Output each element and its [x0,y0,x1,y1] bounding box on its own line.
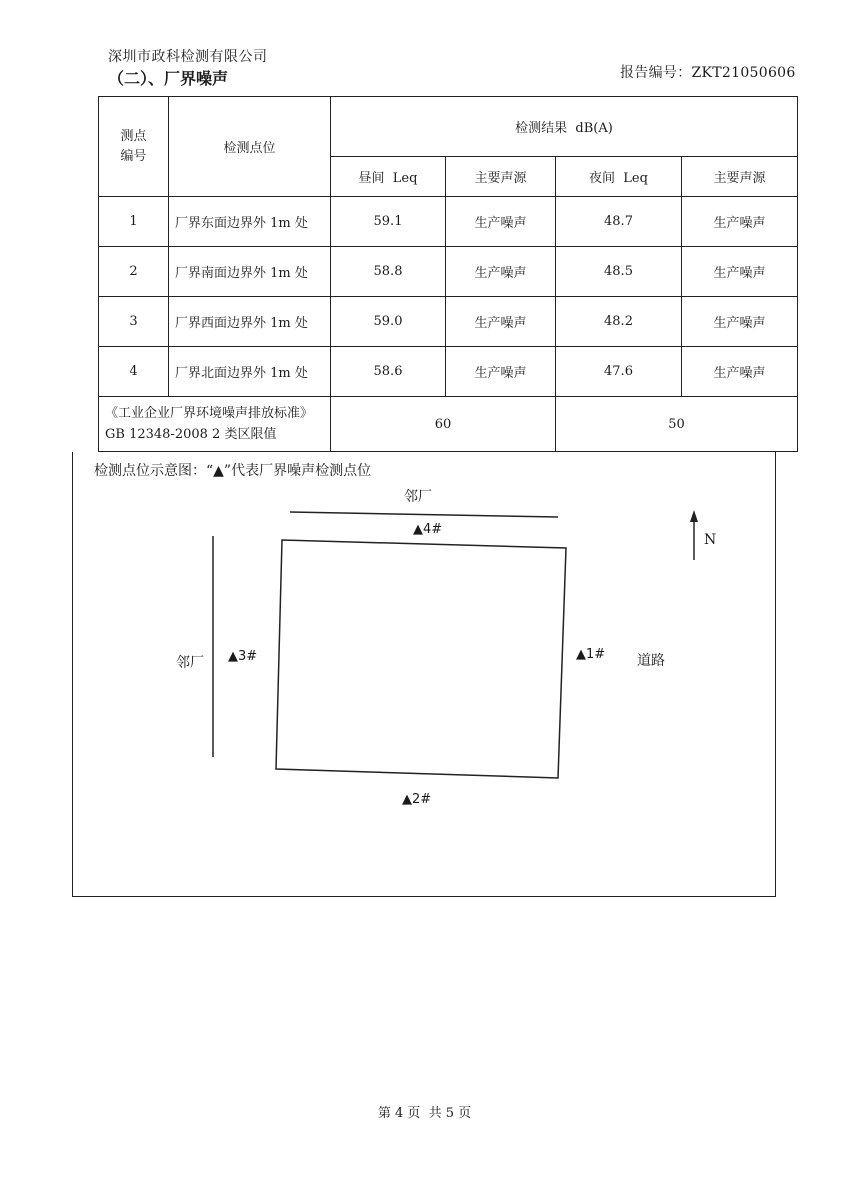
row-source-night: 生产噪声 [682,297,798,347]
marker-4: ▲4# [413,522,443,537]
marker-3: ▲3# [228,649,258,664]
diagram-title: 检测点位示意图：“▲”代表厂界噪声检测点位 [94,463,372,479]
header-point-no: 测点 编号 [99,97,169,197]
row-location: 厂界南面边界外 1m 处 [169,247,331,297]
row-no: 4 [99,347,169,397]
row-no: 2 [99,247,169,297]
row-source-night: 生产噪声 [682,247,798,297]
row-source-day: 生产噪声 [446,197,556,247]
header-day-leq: 昼间 Leq [331,157,446,197]
row-day-value: 59.0 [331,297,446,347]
header-results: 检测结果 dB(A) [331,97,798,157]
row-night-value: 48.2 [556,297,682,347]
header-location: 检测点位 [169,97,331,197]
row-day-value: 58.8 [331,247,446,297]
row-no: 3 [99,297,169,347]
row-location: 厂界西面边界外 1m 处 [169,297,331,347]
header-source-day: 主要声源 [446,157,556,197]
factory-boundary [276,540,566,778]
north-label: N [704,532,717,548]
north-neighbor-line [290,512,558,517]
row-day-value: 59.1 [331,197,446,247]
standard-text: 《工业企业厂界环境噪声排放标准》GB 12348-2008 2 类区限值 [99,397,331,452]
row-night-value: 47.6 [556,347,682,397]
neighbor-left-label: 邻厂 [176,655,204,671]
row-source-day: 生产噪声 [446,297,556,347]
marker-2: ▲2# [402,792,432,807]
row-location: 厂界东面边界外 1m 处 [169,197,331,247]
row-day-value: 58.6 [331,347,446,397]
road-label: 道路 [637,653,665,669]
row-night-value: 48.5 [556,247,682,297]
marker-1: ▲1# [576,647,606,662]
row-source-night: 生产噪声 [682,347,798,397]
report-number-value: ZKT21050606 [691,65,796,81]
header-night-leq: 夜间 Leq [556,157,682,197]
row-source-day: 生产噪声 [446,247,556,297]
report-number-label: 报告编号： [620,65,692,81]
header-source-night: 主要声源 [682,157,798,197]
row-night-value: 48.7 [556,197,682,247]
row-source-day: 生产噪声 [446,347,556,397]
section-title: （二）、厂界噪声 [108,69,229,88]
row-location: 厂界北面边界外 1m 处 [169,347,331,397]
neighbor-top-label: 邻厂 [404,489,432,505]
company-name: 深圳市政科检测有限公司 [108,49,268,65]
row-source-night: 生产噪声 [682,197,798,247]
north-arrowhead-icon [690,510,698,522]
page-footer: 第 4 页 共 5 页 [377,1106,472,1121]
limit-day: 60 [331,397,556,452]
row-no: 1 [99,197,169,247]
limit-night: 50 [556,397,798,452]
